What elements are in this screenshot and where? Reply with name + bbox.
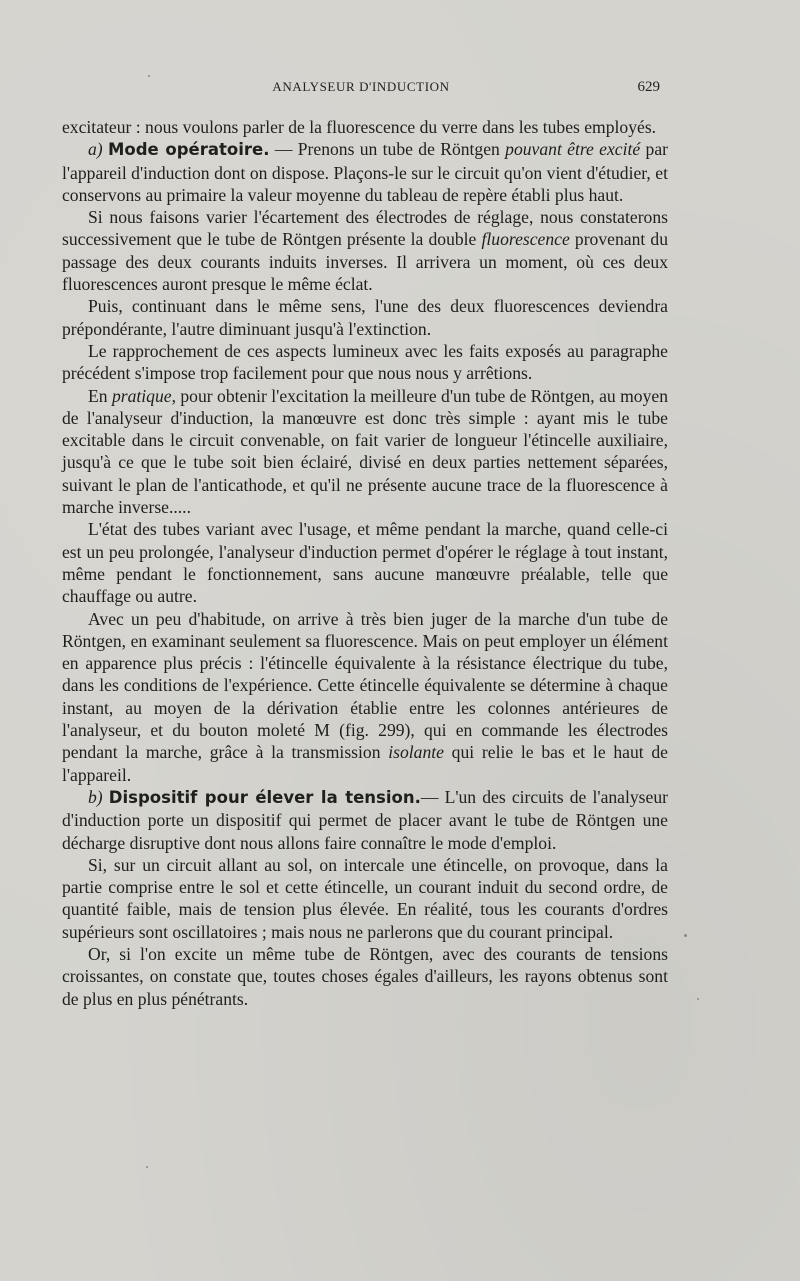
paragraph-text: — L'un des circuits de l'analyseur d'induction porte un dispositif qui permet de placer avant le tube de Röntgen une décharge disruptive dont nous allons faire connaître le mode d'emploi.: [62, 786, 668, 853]
paper-speck: [148, 75, 150, 77]
paragraph: Or, si l'on excite un même tube de Röntgen, avec des courants de tensions croissantes, on constate que, toutes choses égales d'ailleurs, les rayons obtenus sont de plus en plus pénétrants.: [62, 943, 668, 1009]
italic-text: isolante: [388, 742, 444, 763]
paragraph: [62, 206, 668, 295]
paragraph-text: qui relie le bas et le haut de l'appareil.: [62, 742, 668, 785]
section-letter: b): [88, 786, 103, 807]
paragraph: Si, sur un circuit allant au sol, on intercale une étincelle, on provoque, dans la partie comprise entre le sol et cette étincelle, un courant induit du second ordre, de quantité faible, mais de tension plus élevée. En réalité, tous les courants d'ordres supérieurs sont oscillatoires ; mais nous ne parlerons que du courant principal.: [62, 854, 668, 942]
italic-text: pouvant être excité: [505, 139, 641, 160]
running-head: [62, 79, 660, 99]
paragraph-dispositif: [62, 786, 668, 854]
paragraph: [62, 608, 668, 786]
paragraph: [62, 385, 668, 519]
paper-speck: [684, 934, 687, 937]
paragraph-mode-operatoire: [62, 138, 668, 206]
paragraph-text: — Prenons un tube de Röntgen: [269, 139, 506, 160]
paragraph: L'état des tubes variant avec l'usage, et même pendant la marche, quand celle-ci est un peu prolongée, l'analyseur d'induction permet d'opérer le réglage à tout instant, même pendant le fonctionnement, sans aucune manœuvre préalable, telle que chauffage ou autre.: [62, 519, 668, 607]
paper-speck: [697, 998, 699, 1000]
section-title: Mode opératoire.: [107, 140, 270, 160]
paper-speck: [146, 1166, 148, 1168]
paragraph-text: , pour obtenir l'excitation la meilleure d'un tube de Röntgen, au moyen de l'analyseur d'induction, la manœuvre est donc très simple : ayant mis le tube excitable dans le circuit convenable, on fait varier de longueur l'étincelle auxiliaire, jusqu'à ce que le tube soit bien éclairé, divisé en deux parties nettement séparées, suivant le plan de l'anticathode, et qu'il ne présente aucune trace de la fluorescence à marche inverse.....: [62, 385, 668, 518]
paragraph-text: provenant du passage des deux courants induits inverses. Il arrivera un moment, où ces deux fluorescences auront presque le même éclat.: [62, 229, 668, 295]
paragraph-text: Avec un peu d'habitude, on arrive à très bien juger de la marche d'un tube de Röntgen, en examinant seulement sa fluorescence. Mais on peut employer un élément en apparence plus précis : l'étincelle équivalente à la résistance électrique du tube, dans les conditions de l'expérience. Cette étincelle équivalente se détermine à chaque instant, au moyen de la dérivation établie entre les colonnes antérieures de l'analyseur, et du bouton moleté M (fig. 299), qui en commande les électrodes pendant la marche, grâce à la transmission: [62, 608, 668, 763]
paragraph: excitateur : nous voulons parler de la fluorescence du verre dans les tubes employés.: [62, 117, 657, 137]
paragraph-text: Si nous faisons varier l'écartement des électrodes de réglage, nous constaterons successivement que le tube de Röntgen présente la double: [62, 207, 668, 250]
paragraph-text: En: [88, 385, 112, 406]
section-letter: a): [88, 139, 103, 160]
italic-text: fluorescence: [481, 229, 570, 250]
paragraph: Le rapprochement de ces aspects lumineux avec les faits exposés au paragraphe précédent s'impose trop facilement pour que nous nous y arrêtions.: [62, 340, 668, 384]
running-title: ANALYSEUR D'INDUCTION: [272, 79, 450, 94]
section-title: Dispositif pour élever la tension.: [108, 787, 421, 807]
italic-text: pratique: [111, 385, 172, 406]
paragraph: Puis, continuant dans le même sens, l'une des deux fluorescences deviendra prépondérante, l'autre diminuant jusqu'à l'extinction.: [62, 296, 668, 339]
body-text: [62, 116, 668, 1010]
page-number: 629: [637, 79, 660, 95]
paragraph-text: par l'appareil d'induction dont on dispose. Plaçons-le sur le circuit qu'on vient d'étudier, et conservons au primaire la valeur moyenne du tableau de repère établi plus haut.: [62, 139, 668, 205]
